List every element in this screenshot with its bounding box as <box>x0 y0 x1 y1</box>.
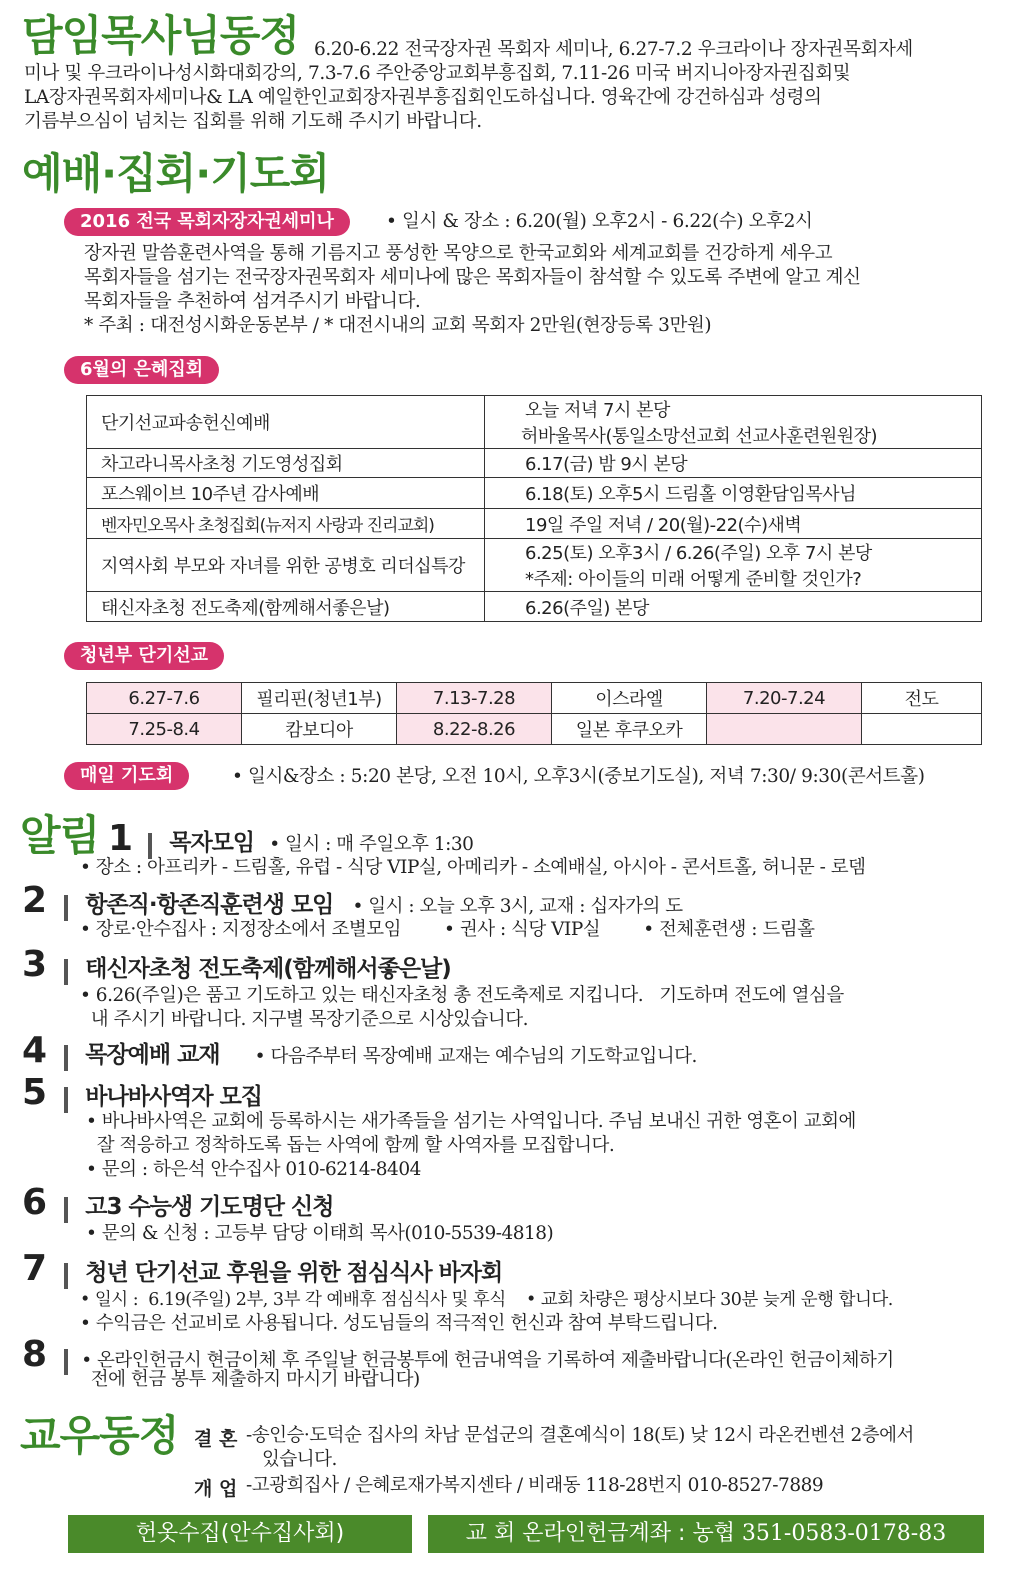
table-row <box>87 592 982 622</box>
notice-line: • 문의 & 신청 : 고등부 담당 이태희 목사(010-5539-4818) <box>86 1223 554 1244</box>
table-row <box>87 683 982 714</box>
notice-title: 바나바사역자 모집 <box>85 1084 263 1110</box>
divider <box>148 833 152 859</box>
mission-date: 8.22-8.26 <box>397 714 552 745</box>
grace-info: 6.26(주일) 본당 <box>485 592 982 622</box>
grace-pill: 6월의 은혜집회 <box>64 356 219 384</box>
notice-3 <box>22 946 451 985</box>
mission-place <box>862 714 982 745</box>
grace-name: 포스웨이브 10주년 감사예배 <box>87 478 485 509</box>
notice-line: • 문의 : 하은석 안수집사 010-6214-8404 <box>86 1159 421 1180</box>
seminar-pill: 2016 전국 목회자장자권세미나 <box>64 208 350 236</box>
grace-name: 차고라니목사초청 기도영성집회 <box>87 449 485 478</box>
mission-place: 전도 <box>862 683 982 714</box>
prayer-text: • 일시&장소 : 5:20 본당, 오전 10시, 오후3시(중보기도실), 저녁 7:30/ 9:30(콘서트홀) <box>232 766 925 787</box>
notice-number: 4 <box>22 1030 48 1071</box>
divider <box>64 1349 68 1375</box>
table-row <box>87 449 982 478</box>
wedding-label: 결 혼 <box>194 1428 238 1450</box>
notice-line: • 6.26(주일)은 품고 기도하고 있는 태신자초청 총 전도축제로 지킵니다. 기도하며 전도에 열심을 <box>80 985 844 1006</box>
table-row <box>87 539 982 592</box>
grace-info-line: *주제: 아이들의 미래 어떻게 준비할 것인가? <box>525 569 862 590</box>
notice-5 <box>22 1074 262 1113</box>
notice-line: 잘 적응하고 정착하도록 돕는 사역에 함께 할 사역자를 모집합니다. <box>86 1135 615 1156</box>
mission-place: 필리핀(청년1부) <box>242 683 397 714</box>
mission-date: 7.20-7.24 <box>707 683 862 714</box>
notice-number: 7 <box>22 1248 48 1289</box>
mission-place: 캄보디아 <box>242 714 397 745</box>
notice-1 <box>108 820 473 859</box>
notice-title: 고3 수능생 기도명단 신청 <box>85 1194 334 1220</box>
notice-4 <box>22 1032 697 1071</box>
seminar-line3: 목회자들을 추천하여 섬겨주시기 바랍니다. <box>84 291 421 312</box>
pastor-line2: 미나 및 우크라이나성시화대회강의, 7.3-7.6 주안중앙교회부흥집회, 7.11-26 미국 버지니아장자권집회및 <box>24 63 851 84</box>
grace-info <box>485 396 982 449</box>
table-row <box>87 478 982 509</box>
notice-inline: • 일시 : 오늘 오후 3시, 교재 : 십자가의 도 <box>352 896 683 917</box>
notice-line: 전에 헌금 봉투 제출하지 마시기 바랍니다) <box>80 1369 420 1390</box>
grace-table <box>86 395 982 622</box>
members-title: 교우동정 <box>20 1411 179 1460</box>
grace-name: 단기선교파송헌신예배 <box>87 396 485 449</box>
mission-place: 이스라엘 <box>552 683 707 714</box>
grace-info <box>485 539 982 592</box>
seminar-line1: 장자권 말씀훈련사역을 통해 기름지고 풍성한 목양으로 한국교회와 세계교회를 건강하게 세우고 <box>84 243 833 264</box>
table-row <box>87 509 982 539</box>
grace-name: 태신자초청 전도축제(함께해서좋은날) <box>87 592 485 622</box>
divider <box>64 1087 68 1113</box>
footer-clothes-collection: 헌옷수집(안수집사회) <box>68 1515 412 1553</box>
notice-2 <box>22 882 683 921</box>
worship-title: 예배·집회·기도회 <box>22 149 329 198</box>
notice-number: 8 <box>22 1334 48 1375</box>
youth-mission-table <box>86 682 982 745</box>
notice-number: 6 <box>22 1182 48 1223</box>
grace-info: 19일 주일 저녁 / 20(월)-22(수)새벽 <box>485 509 982 539</box>
youth-pill: 청년부 단기선교 <box>64 642 224 670</box>
seminar-line2: 목회자들을 섬기는 전국장자권목회자 세미나에 많은 목회자들이 참석할 수 있도록 주변에 알고 계신 <box>84 267 861 288</box>
divider <box>64 1263 68 1289</box>
notice-title: 항존직·항존직훈련생 모임 <box>85 892 334 918</box>
pastor-line4: 기름부으심이 넘치는 집회를 위해 기도해 주시기 바랍니다. <box>24 111 482 132</box>
wedding-line1: -송인승·도덕순 집사의 차남 문섭군의 결혼예식이 18(토) 낮 12시 라온컨벤션 2층에서 <box>246 1425 914 1446</box>
mission-date: 7.13-7.28 <box>397 683 552 714</box>
grace-name: 지역사회 부모와 자녀를 위한 공병호 리더십특강 <box>87 539 485 592</box>
footer-account-number: 농협 351-0583-0178-83 <box>692 1521 947 1546</box>
notice-line: • 장소 : 아프리카 - 드림홀, 유럽 - 식당 VIP실, 아메리카 - 소예배실, 아시아 - 콘서트홀, 허니문 - 로뎀 <box>80 857 866 878</box>
mission-place: 일본 후쿠오카 <box>552 714 707 745</box>
notice-inline: • 일시 : 매 주일오후 1:30 <box>269 834 474 855</box>
divider <box>64 1197 68 1223</box>
grace-name: 벤자민오목사 초청집회(뉴저지 사랑과 진리교회) <box>87 509 485 539</box>
notice-line: • 바나바사역은 교회에 등록하시는 새가족들을 섬기는 사역입니다. 주님 보내신 귀한 영혼이 교회에 <box>86 1111 856 1132</box>
seminar-line4: * 주최 : 대전성시화운동본부 / * 대전시내의 교회 목회자 2만원(현장등록 3만원) <box>84 315 712 336</box>
notice-7 <box>22 1250 502 1289</box>
grace-info: 6.18(토) 오후5시 드림홀 이영환담임목사님 <box>485 478 982 509</box>
pastor-line1: 6.20-6.22 전국장자권 목회자 세미나, 6.27-7.2 우크라이나 장자권목회자세 <box>314 39 913 60</box>
grace-info-line: 오늘 저녁 7시 본당 <box>525 400 670 421</box>
notice-number: 1 <box>108 818 134 859</box>
notice-number: 5 <box>22 1072 48 1113</box>
notice-title: 목자모임 <box>169 830 255 856</box>
table-row <box>87 714 982 745</box>
pastor-line3: LA장자권목회자세미나& LA 예일한인교회장자권부흥집회인도하십니다. 영육간에 강건하심과 성령의 <box>24 87 822 108</box>
notice-number: 2 <box>22 880 48 921</box>
notice-title: 목장예배 교재 <box>85 1042 220 1068</box>
divider <box>64 959 68 985</box>
notice-6 <box>22 1184 333 1223</box>
footer-online-account <box>428 1515 984 1553</box>
notice-inline: • 다음주부터 목장예배 교재는 예수님의 기도학교입니다. <box>254 1046 697 1067</box>
mission-date: 6.27-7.6 <box>87 683 242 714</box>
pastor-title: 담임목사님동정 <box>22 11 300 60</box>
notice-line: 내 주시기 바랍니다. 지구별 목장기준으로 시상있습니다. <box>80 1009 528 1030</box>
table-row <box>87 396 982 449</box>
prayer-pill: 매일 기도회 <box>64 762 189 790</box>
notices-title: 알림 <box>20 811 100 860</box>
wedding-line2: 있습니다. <box>262 1449 337 1470</box>
notice-title: 태신자초청 전도축제(함께해서좋은날) <box>85 956 451 982</box>
notice-inline: • 온라인헌금시 현금이체 후 주일날 헌금봉투에 헌금내역을 기록하여 제출바랍니다(온라인 헌금이체하기 <box>81 1350 894 1371</box>
notice-line: • 장로·안수집사 : 지정장소에서 조별모임 • 권사 : 식당 VIP실 • 전체훈련생 : 드림홀 <box>80 919 815 940</box>
notice-line: • 수익금은 선교비로 사용됩니다. 성도님들의 적극적인 헌신과 참여 부탁드립니다. <box>80 1313 718 1334</box>
mission-date <box>707 714 862 745</box>
notice-line: • 일시 : 6.19(주일) 2부, 3부 각 예배후 점심식사 및 후식 • 교회 차량은 평상시보다 30분 늦게 운행 합니다. <box>80 1290 893 1310</box>
opening-label: 개 업 <box>194 1478 238 1500</box>
grace-info-line: 허바울목사(통일소망선교회 선교사훈련원원장) <box>521 426 878 447</box>
grace-info-line: 6.25(토) 오후3시 / 6.26(주일) 오후 7시 본당 <box>525 543 872 564</box>
seminar-schedule: • 일시 & 장소 : 6.20(월) 오후2시 - 6.22(수) 오후2시 <box>386 211 813 232</box>
notice-title: 청년 단기선교 후원을 위한 점심식사 바자회 <box>85 1260 503 1286</box>
footer-account-label: 교 회 온라인헌금계좌 : <box>465 1521 693 1546</box>
notice-number: 3 <box>22 944 48 985</box>
grace-info: 6.17(금) 밤 9시 본당 <box>485 449 982 478</box>
mission-date: 7.25-8.4 <box>87 714 242 745</box>
divider <box>64 1045 68 1071</box>
opening-text: -고광희집사 / 은혜로재가복지센타 / 비래동 118-28번지 010-8527-7889 <box>246 1475 824 1496</box>
divider <box>64 895 68 921</box>
